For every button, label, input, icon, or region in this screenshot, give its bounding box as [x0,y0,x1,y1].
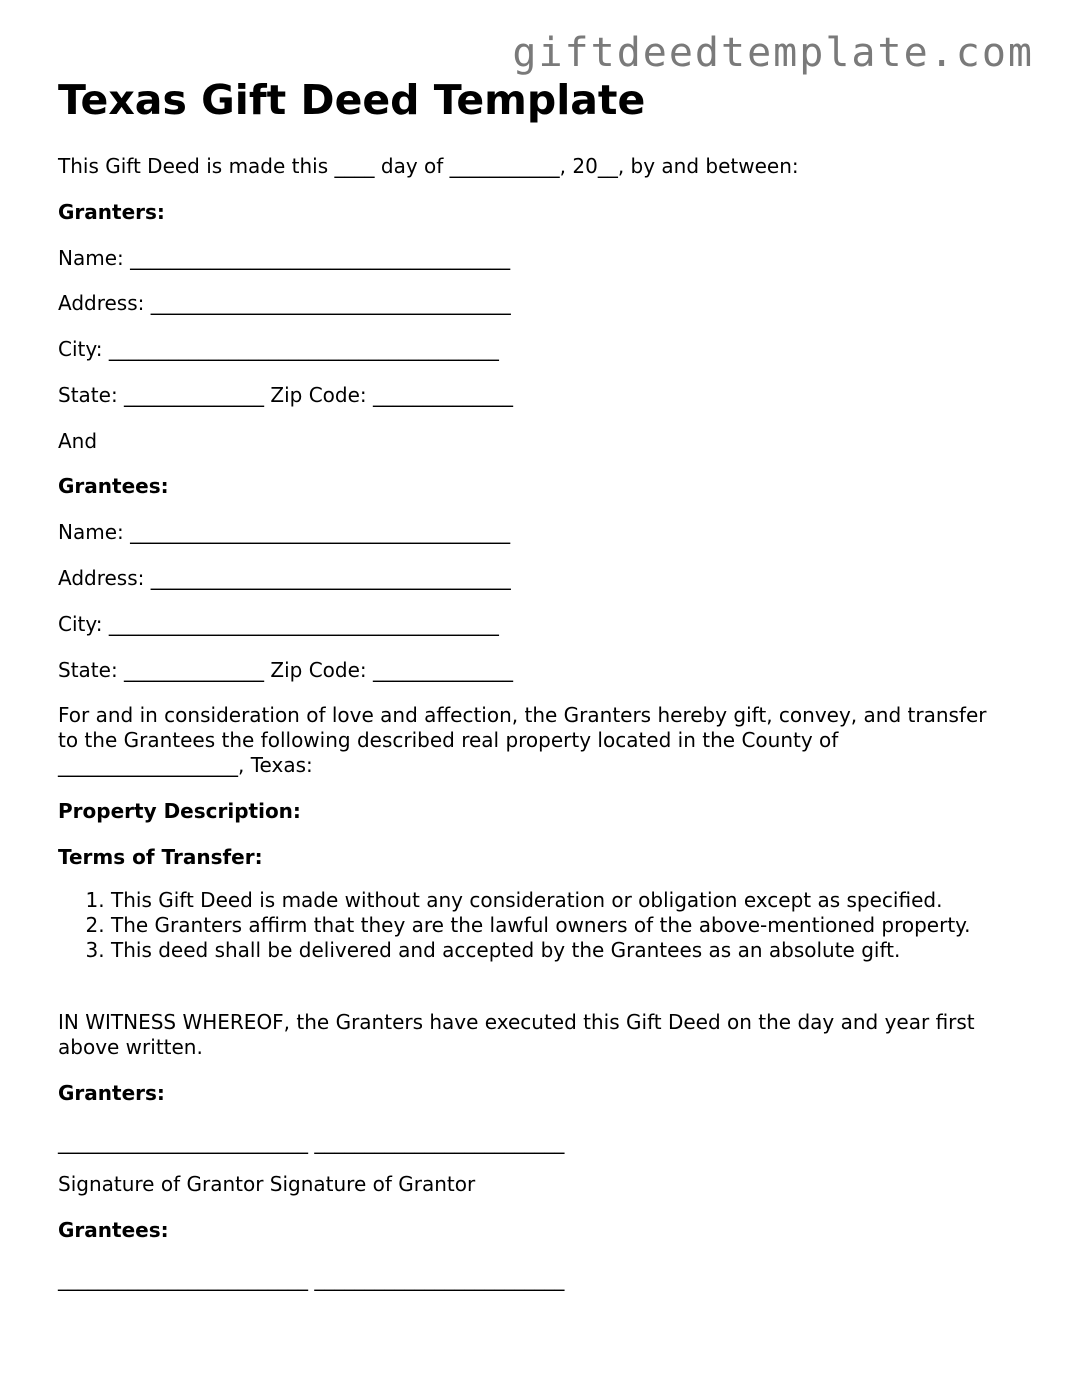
witness-paragraph: IN WITNESS WHEREOF, the Granters have executed this Gift Deed on the day and year first above written. [58,1010,975,1059]
grantee-address-field: Address: ____________________________________ [58,566,511,590]
watermark: giftdeedtemplate.com [512,30,1034,76]
term-item: 3. This deed shall be delivered and accepted by the Grantees as an absolute gift. [111,938,988,963]
and-text: And [58,429,98,453]
consideration-paragraph: For and in consideration of love and affection, the Granters hereby gift, convey, and transfer to the Grantees the following described real property located in the County of __________________, Texas: [58,703,987,777]
signature-grantees-heading: Grantees: [58,1218,169,1242]
page-title: Texas Gift Deed Template [58,76,646,124]
terms-heading: Terms of Transfer: [58,845,263,869]
term-item: 2. The Granters affirm that they are the lawful owners of the above-mentioned property. [111,913,988,938]
intro-line: This Gift Deed is made this ____ day of ___________, 20__, by and between: [58,154,799,178]
granter-state-zip-field: State: ______________ Zip Code: ______________ [58,383,513,407]
property-description-heading: Property Description: [58,799,301,823]
grantees-heading: Grantees: [58,474,169,498]
granters-heading: Granters: [58,200,165,224]
granter-name-field: Name: ______________________________________ [58,246,511,270]
signature-granters-heading: Granters: [58,1081,165,1105]
granter-address-field: Address: ____________________________________ [58,291,511,315]
granter-signature-caption: Signature of Grantor Signature of Grantor [58,1172,476,1196]
grantee-state-zip-field: State: ______________ Zip Code: ______________ [58,658,513,682]
term-item: 1. This Gift Deed is made without any consideration or obligation except as specified. [111,888,988,913]
granter-city-field: City: _______________________________________ [58,337,499,361]
grantee-signature-lines: _________________________ _________________________ [58,1267,565,1291]
grantee-city-field: City: _______________________________________ [58,612,499,636]
granter-signature-lines: _________________________ _________________________ [58,1130,565,1154]
grantee-name-field: Name: ______________________________________ [58,520,511,544]
terms-list [58,888,988,963]
